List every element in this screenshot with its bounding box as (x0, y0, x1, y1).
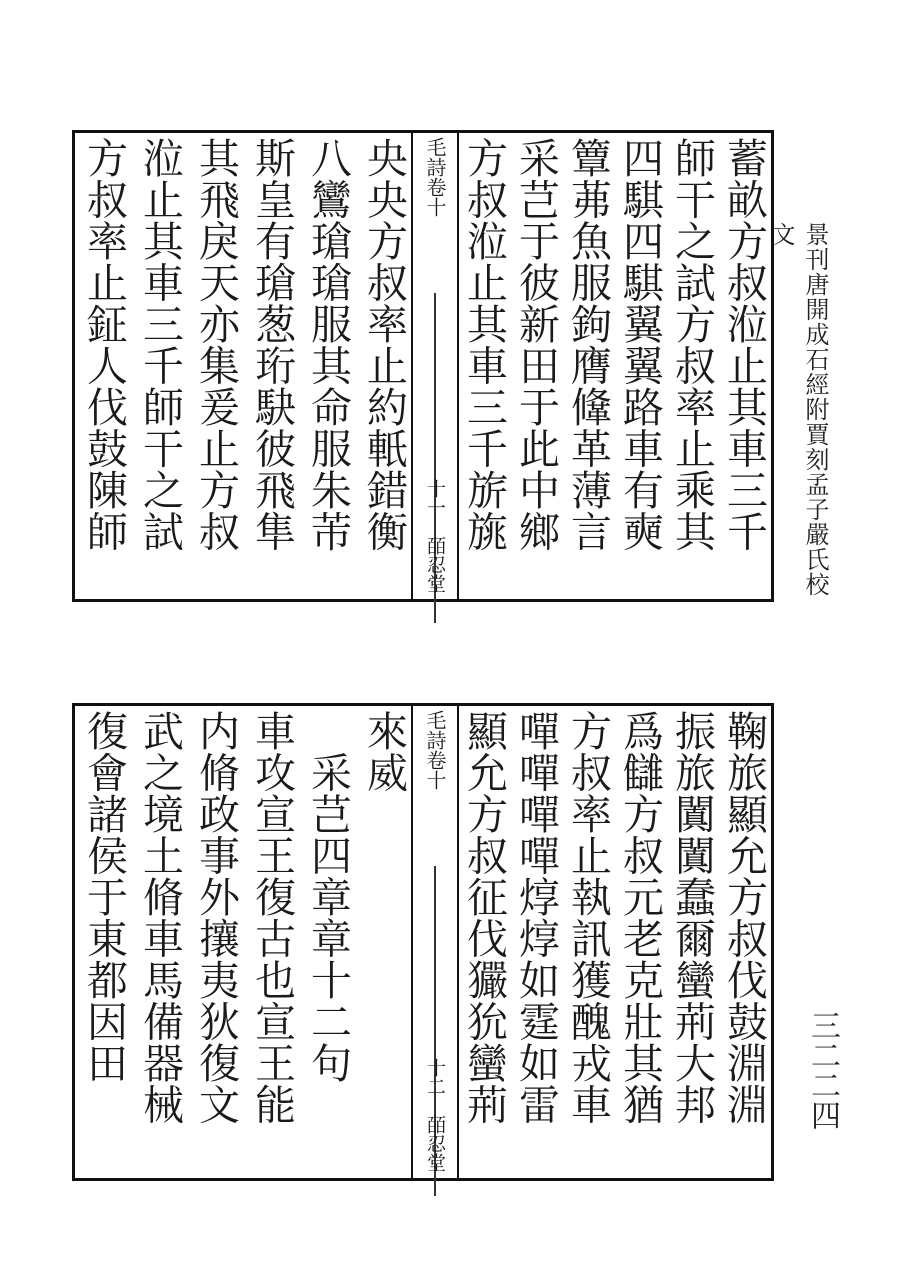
bottom-text-panel (72, 703, 774, 1181)
text-column: 顯允方叔征伐玁狁蠻荊 (460, 710, 508, 1125)
text-column: 涖止其車三千師干之試 (136, 137, 184, 552)
bottom-left-page (75, 706, 411, 1178)
text-column: 簟茀魚服鉤膺鞗革薄言 (564, 137, 612, 552)
text-column: 振旅闐闐蠢爾蠻荊大邦 (668, 710, 716, 1125)
text-column: 復會諸侯于東都因田 (80, 710, 128, 1084)
bottom-right-page (459, 706, 771, 1178)
fold-title (413, 137, 457, 287)
top-left-page (75, 133, 411, 599)
fold-volume: 卷十 (423, 177, 447, 217)
text-column: 其飛戾天亦集爰止方叔 (192, 137, 240, 552)
text-column: 蓄畝方叔涖止其車三千 (720, 137, 768, 552)
fold-studio-mark: 十二 皕忍堂 (424, 1058, 446, 1172)
text-column: 央央方叔率止約軝錯衡 (360, 137, 408, 552)
text-column: 方叔涖止其車三千旂旐 (460, 137, 508, 552)
top-right-page (459, 133, 771, 599)
text-column: 内脩政事外攘夷狄復文 (192, 710, 240, 1125)
text-column: 采芑四章章十二句 (304, 710, 352, 1084)
fold-book-title: 毛詩 (423, 137, 447, 177)
fold-book-title: 毛詩 (423, 710, 447, 750)
text-column: 師干之試方叔率止乘其 (668, 137, 716, 552)
fold-title (413, 710, 457, 860)
text-column: 爲讎方叔元老克壯其猶 (616, 710, 664, 1125)
text-column: 來威 (360, 710, 408, 793)
side-title: 景刊唐開成石經附賈刻孟子嚴氏校文 (767, 222, 829, 597)
text-column: 采芑于彼新田于此中鄉 (512, 137, 560, 552)
text-column: 斯皇有瑲葱珩駃彼飛隼 (248, 137, 296, 552)
text-column: 八鸞瑲瑲服其命服朱芾 (304, 137, 352, 552)
page-number: 三二二四 (805, 1010, 840, 1130)
fold-studio-mark: 十一 皕忍堂 (424, 479, 446, 593)
text-column: 鞠旅顯允方叔伐鼓淵淵 (720, 710, 768, 1125)
fold-volume: 卷十 (423, 750, 447, 790)
text-column: 四騏四騏翼翼路車有奭 (616, 137, 664, 552)
text-column: 武之境土脩車馬備器械 (136, 710, 184, 1125)
text-column: 方叔率止鉦人伐鼓陳師 (80, 137, 128, 552)
text-column: 嘽嘽嘽嘽焞焞如霆如雷 (512, 710, 560, 1125)
center-fold (411, 706, 459, 1178)
center-fold (411, 133, 459, 599)
text-column: 車攻宣王復古也宣王能 (248, 710, 296, 1125)
text-column: 方叔率止執訊獲醜戎車 (564, 710, 612, 1125)
top-text-panel (72, 130, 774, 602)
